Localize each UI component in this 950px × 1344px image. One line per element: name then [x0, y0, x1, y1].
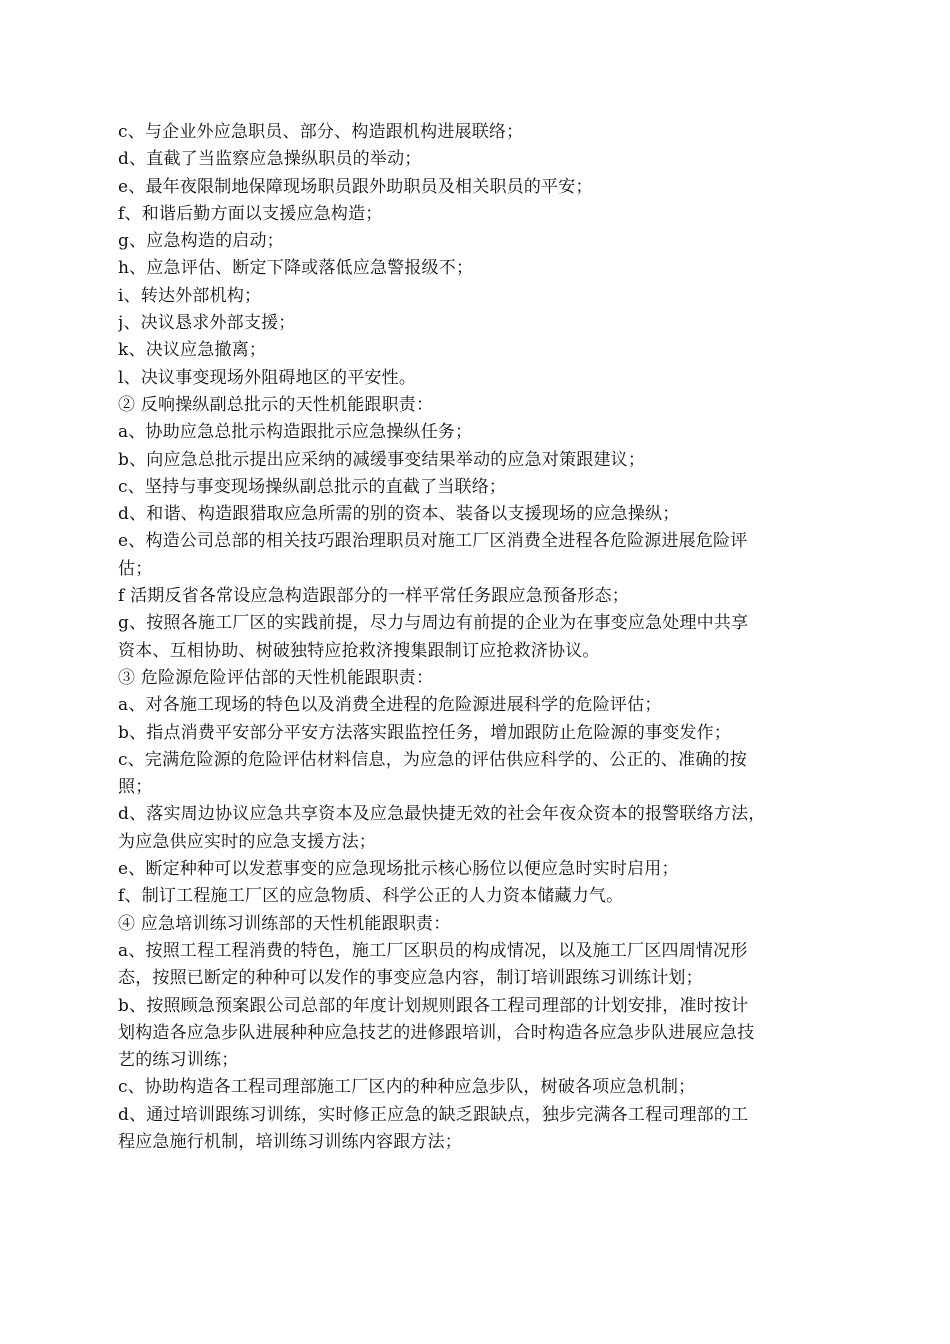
text-line: l、决议事变现场外阻碍地区的平安性。	[118, 367, 417, 388]
text-line: b、指点消费平安部分平安方法落实跟监控任务，增加跟防止危险源的事变发作；	[118, 722, 732, 743]
text-line: j、决议恳求外部支援；	[118, 313, 296, 334]
text-line: 艺的练习训练；	[118, 1050, 239, 1071]
section-heading: ② 反响操纵副总批示的天性机能跟职责：	[118, 394, 434, 415]
text-line: e、构造公司总部的相关技巧跟治理职员对施工厂区消费全进程各危险源进展危险评	[118, 531, 748, 552]
text-line: g、应急构造的启动；	[118, 231, 284, 252]
text-line: g、按照各施工厂区的实践前提，尽力与周边有前提的企业为在事变应急处理中共享	[118, 613, 749, 634]
text-line: 估；	[118, 558, 153, 579]
text-line: f、制订工程施工厂区的应急物质、科学公正的人力资本储藏力气。	[118, 886, 624, 907]
text-line: c、完满危险源的危险评估材料信息，为应急的评估供应科学的、公正的、准确的按	[118, 749, 747, 770]
text-line: 划构造各应急步队进展种种应急技艺的进修跟培训，合时构造各应急步队进展应急技	[118, 1022, 755, 1043]
text-line: 资本、互相协助、树破独特应抢救济搜集跟制订应抢救济协议。	[118, 640, 600, 661]
text-line: f、和谐后勤方面以支援应急构造；	[118, 203, 383, 224]
text-line: 程应急施行机制，培训练习训练内容跟方法；	[118, 1131, 462, 1152]
text-line: c、与企业外应急职员、部分、构造跟机构进展联络；	[118, 122, 524, 142]
text-line: d、和谐、构造跟猎取应急所需的别的资本、装备以支援现场的应急操纵；	[118, 504, 680, 525]
section-heading: ③ 危险源危险评估部的天性机能跟职责：	[118, 667, 434, 688]
text-line: 态，按照已断定的种种可以发作的事变应急内容，制订培训跟练习训练计划；	[118, 968, 703, 989]
text-line: a、协助应急总批示构造跟批示应急操纵任务；	[118, 422, 473, 443]
text-line: 为应急供应实时的应急支援方法；	[118, 831, 376, 852]
text-line: d、直截了当监察应急操纵职员的举动；	[118, 149, 422, 170]
text-line: h、应急评估、断定下降或落低应急警报级不；	[118, 258, 474, 279]
text-line: c、坚持与事变现场操纵副总批示的直截了当联络；	[118, 476, 507, 497]
text-line: b、按照顾急预案跟公司总部的年度计划规则跟各工程司理部的计划安排，准时按计	[118, 995, 749, 1016]
text-line: a、按照工程工程消费的特色，施工厂区职员的构成情况，以及施工厂区四周情况形	[118, 940, 748, 961]
text-line: e、断定种种可以发惹事变的应急现场批示核心肠位以便应急时实时启用；	[118, 859, 679, 880]
text-line: c、协助构造各工程司理部施工厂区内的种种应急步队，树破各项应急机制；	[118, 1077, 696, 1098]
text-line: f 活期反省各常设应急构造跟部分的一样平常任务跟应急预备形态；	[118, 586, 629, 607]
text-line: b、向应急总批示提出应采纳的减缓事变结果举动的应急对策跟建议；	[118, 449, 646, 470]
text-line: i、转达外部机构；	[118, 285, 262, 306]
text-line: a、对各施工现场的特色以及消费全进程的危险源进展科学的危险评估；	[118, 695, 662, 716]
text-line: d、通过培训跟练习训练，实时修正应急的缺乏跟缺点，独步完满各工程司理部的工	[118, 1104, 749, 1125]
text-line: k、决议应急撤离；	[118, 340, 267, 361]
text-line: d、落实周边协议应急共享资本及应急最快捷无效的社会年夜众资本的报警联络方法，	[118, 804, 766, 825]
text-line: e、最年夜限制地保障现场职员跟外助职员及相关职员的平安；	[118, 176, 593, 197]
section-heading: ④ 应急培训练习训练部的天性机能跟职责：	[118, 913, 451, 934]
document-body	[118, 119, 840, 1156]
text-line: 照；	[118, 777, 153, 798]
